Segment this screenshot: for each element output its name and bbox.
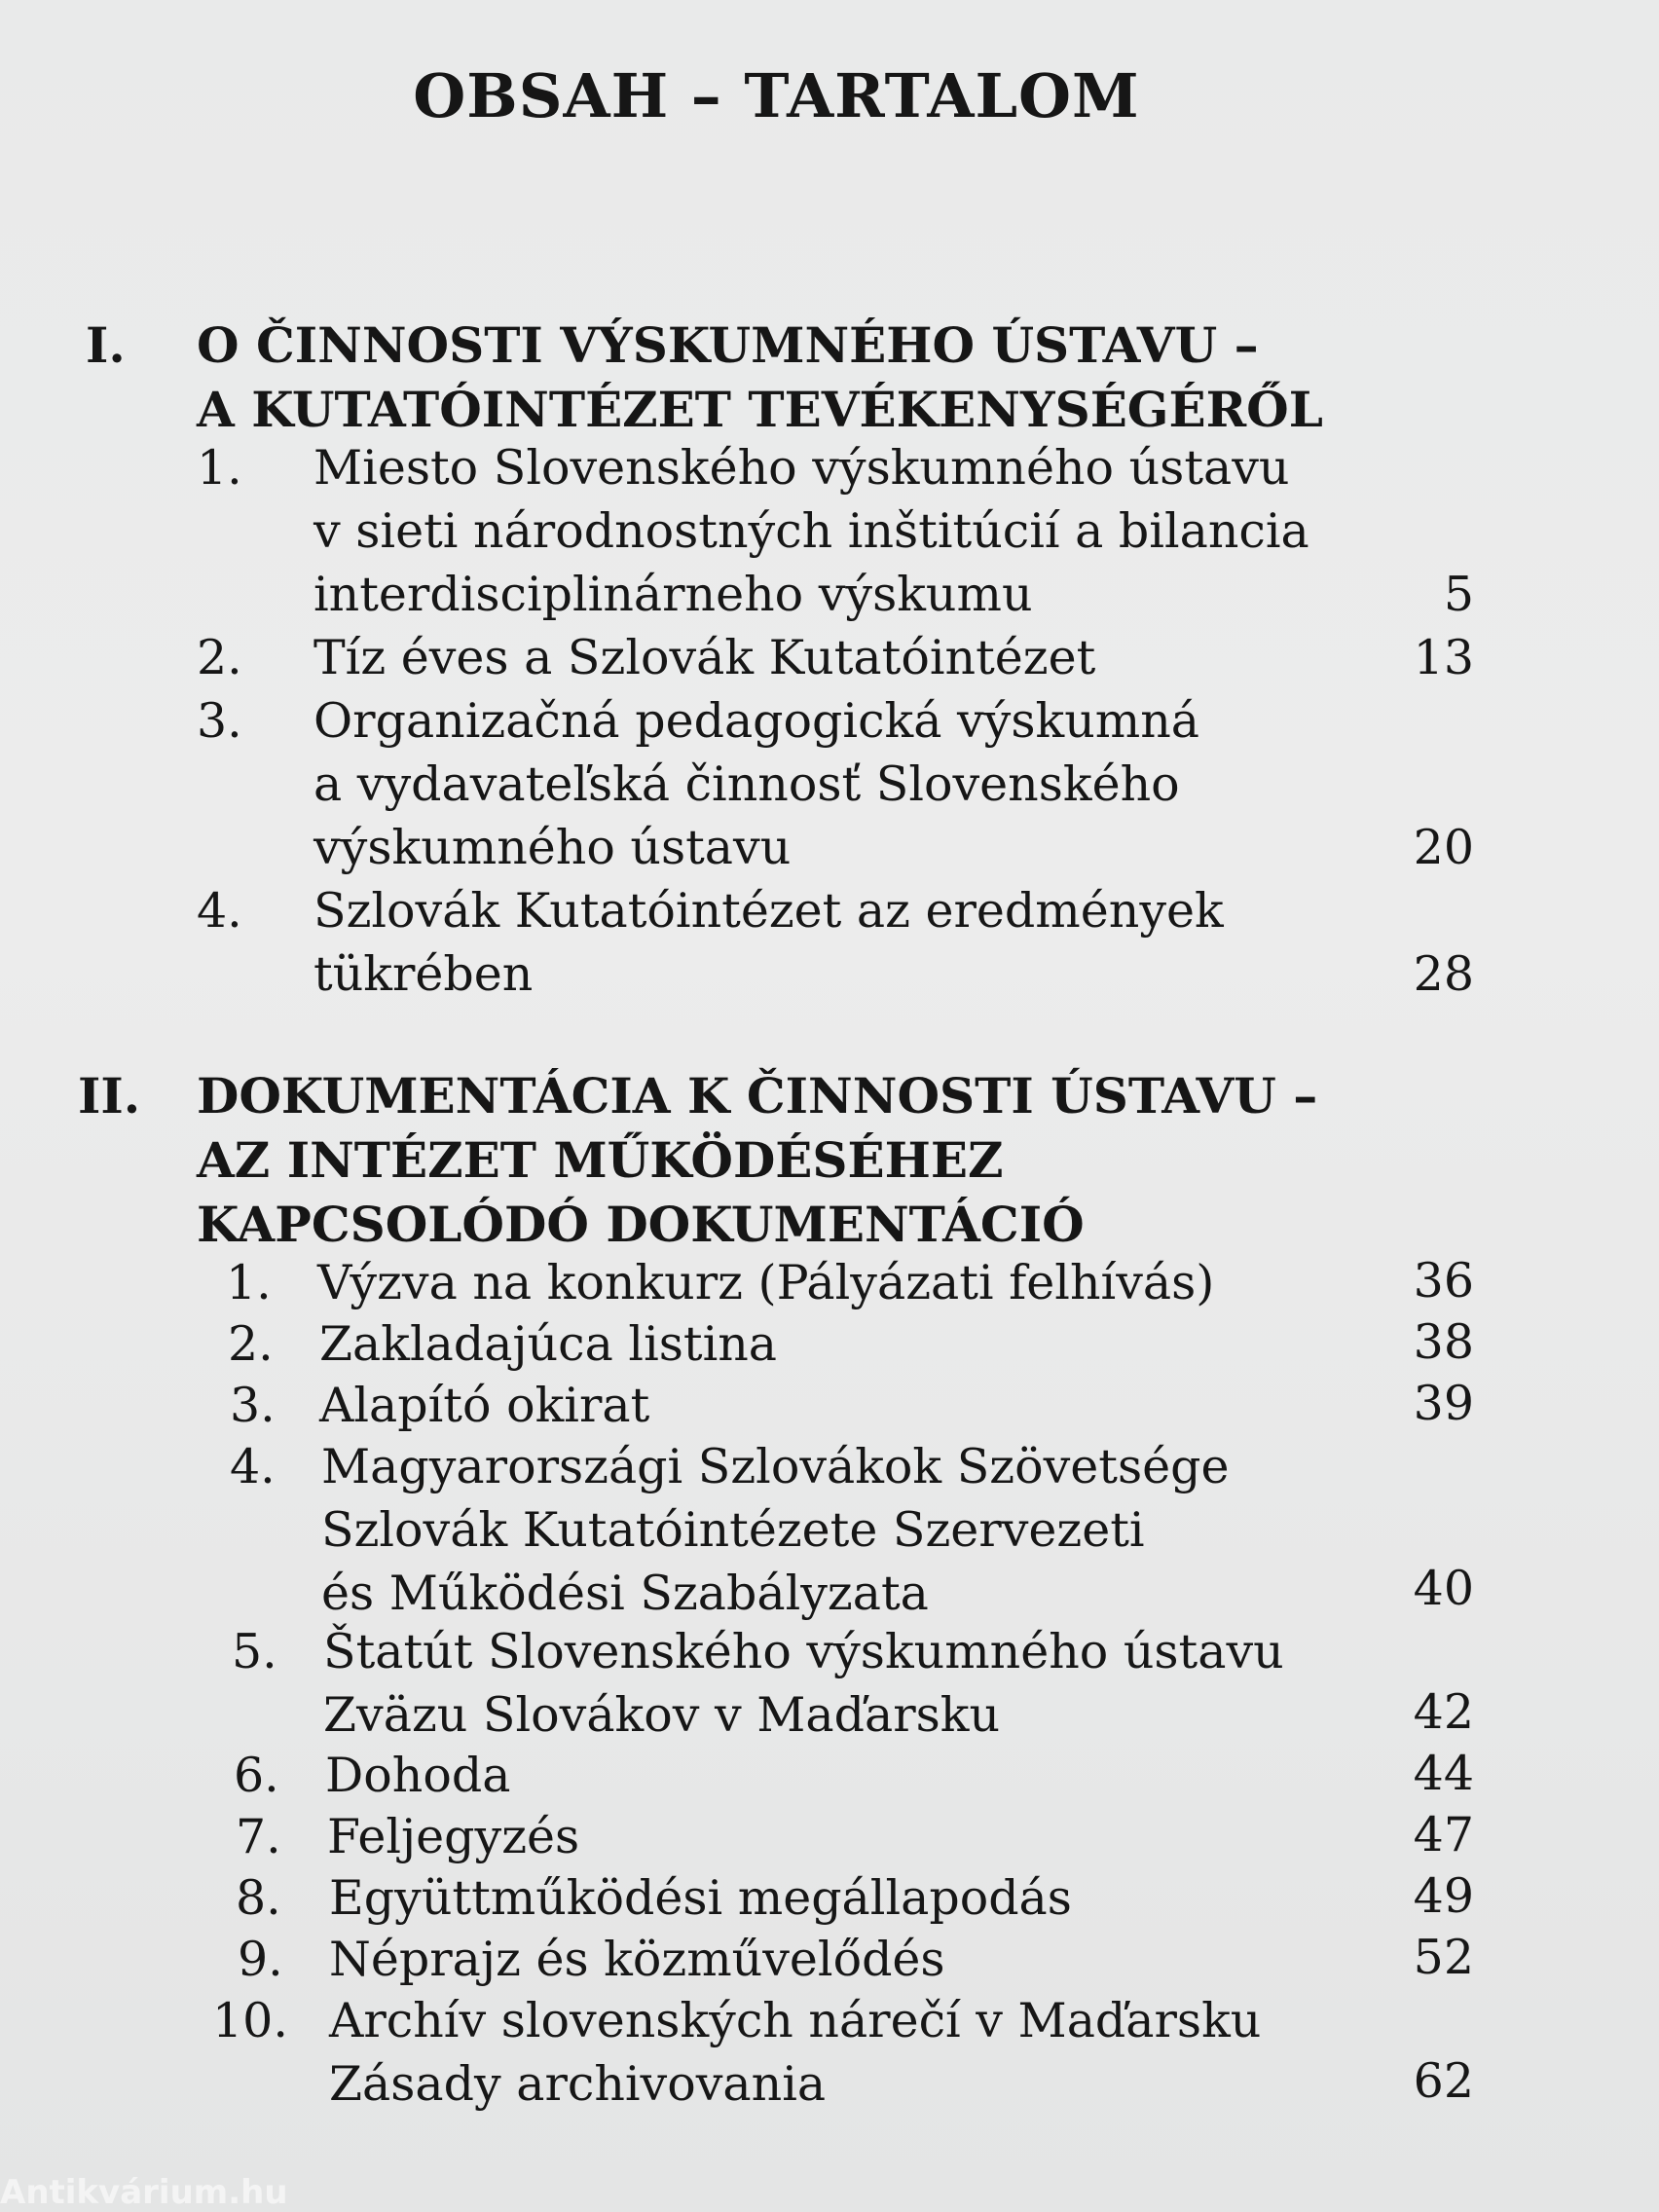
toc-entry[interactable] [0,1928,1659,1989]
toc-entry[interactable] [0,1989,1659,2113]
toc-entry[interactable] [0,1744,1659,1805]
page-title: OBSAH – TARTALOM [413,60,1140,131]
toc-entry[interactable] [0,1374,1659,1435]
toc-entry[interactable] [0,879,1659,1006]
section-title-line: DOKUMENTÁCIA K ČINNOSTI ÚSTAVU – [197,1067,1318,1124]
entry-title-line: Szlovák Kutatóintézet az eredmények [313,883,1224,939]
entry-number: 8. [236,1870,281,1926]
toc-entry[interactable] [0,626,1659,689]
entry-title-line: Zásady archivovania [329,2056,827,2112]
entry-number: 10. [212,1993,288,2048]
entry-title-line: Szlovák Kutatóintézete Szervezeti [321,1502,1145,1558]
entry-page-number: 47 [1413,1807,1474,1862]
entry-title-line: Alapító okirat [319,1378,650,1433]
entry-title-line: Magyarországi Szlovákok Szövetsége [321,1439,1230,1494]
entry-title-line: v sieti národnostných inštitúcií a bilancia [313,503,1309,559]
entry-title-line: Tíz éves a Szlovák Kutatóintézet [313,630,1096,685]
entry-number: 6. [234,1748,279,1803]
entry-title-line: Miesto Slovenského výskumného ústavu [313,440,1290,496]
entry-title [313,879,1365,1006]
toc-entry[interactable] [0,1251,1659,1312]
entry-number: 7. [236,1809,281,1864]
entry-title [323,1620,1375,1747]
entry-title [329,1989,1381,2116]
entry-title-line: Néprajz és közművelődés [329,1932,945,1987]
entry-title-line: Együttműködési megállapodás [329,1870,1072,1926]
toc-entry[interactable] [0,1805,1659,1866]
entry-title-line: interdisciplinárneho výskumu [313,567,1033,622]
entry-title [325,1744,1377,1807]
entry-title-line: és Működési Szabályzata [321,1566,929,1621]
entry-title-line: Zakladajúca listina [319,1316,778,1372]
entry-number: 1. [197,440,242,496]
entry-title-line: a vydavateľská činnosť Slovenského [313,756,1180,812]
section-title-line: O ČINNOSTI VÝSKUMNÉHO ÚSTAVU – [197,316,1259,374]
entry-number: 5. [232,1624,277,1679]
entry-page-number: 20 [1413,820,1474,875]
entry-title-line: Feljegyzés [327,1809,580,1864]
entry-number: 2. [228,1316,274,1372]
entry-page-number: 40 [1413,1561,1474,1616]
section-number: II. [78,1067,141,1124]
entry-page-number: 28 [1413,946,1474,1002]
toc-entry[interactable] [0,1435,1659,1620]
entry-title [327,1805,1379,1868]
entry-title [321,1435,1373,1625]
entry-title [313,689,1365,879]
entry-number: 4. [230,1439,276,1494]
entry-number: 2. [197,630,242,685]
toc-entry[interactable] [0,689,1659,879]
entry-page-number: 52 [1413,1930,1474,1985]
entry-title [329,1928,1381,1991]
entry-title [313,436,1365,626]
entry-number: 3. [230,1378,276,1433]
watermark: Antikvárium.hu [0,2173,288,2212]
entry-title [313,626,1365,689]
entry-page-number: 5 [1443,567,1474,622]
toc-entry[interactable] [0,1620,1659,1744]
entry-page-number: 44 [1413,1746,1474,1801]
section-title [197,313,1511,442]
entry-title-line: výskumného ústavu [313,820,792,875]
entry-number: 9. [238,1932,283,1987]
section-number: I. [86,316,126,374]
section-title-line: A KUTATÓINTÉZET TEVÉKENYSÉGÉRŐL [197,381,1323,438]
entry-number: 4. [197,883,242,939]
toc-entry[interactable] [0,1312,1659,1374]
entry-page-number: 36 [1413,1253,1474,1309]
entry-page-number: 49 [1413,1868,1474,1924]
entry-title-line: Výzva na konkurz (Pályázati felhívás) [317,1255,1215,1310]
entry-title-line: tükrében [313,946,534,1002]
entry-title [319,1312,1371,1376]
entry-title [317,1251,1369,1314]
entry-title-line: Zväzu Slovákov v Maďarsku [323,1687,1001,1743]
entry-title [319,1374,1371,1437]
entry-number: 1. [226,1255,272,1310]
entry-page-number: 62 [1413,2053,1474,2109]
entry-title [329,1866,1381,1930]
entry-title-line: Archív slovenských nárečí v Maďarsku [329,1993,1262,2048]
toc-entry[interactable] [0,1866,1659,1928]
section-title-line: AZ INTÉZET MŰKÖDÉSÉHEZ [197,1131,1004,1189]
section-title-line: KAPCSOLÓDÓ DOKUMENTÁCIÓ [197,1196,1085,1253]
entry-title-line: Štatút Slovenského výskumného ústavu [323,1624,1284,1679]
entry-page-number: 42 [1413,1684,1474,1740]
section-title [197,1064,1511,1257]
entry-page-number: 39 [1413,1376,1474,1431]
entry-title-line: Organizačná pedagogická výskumná [313,693,1199,749]
entry-page-number: 38 [1413,1314,1474,1370]
entry-number: 3. [197,693,242,749]
entry-title-line: Dohoda [325,1748,511,1803]
entry-page-number: 13 [1413,630,1474,685]
toc-entry[interactable] [0,436,1659,626]
